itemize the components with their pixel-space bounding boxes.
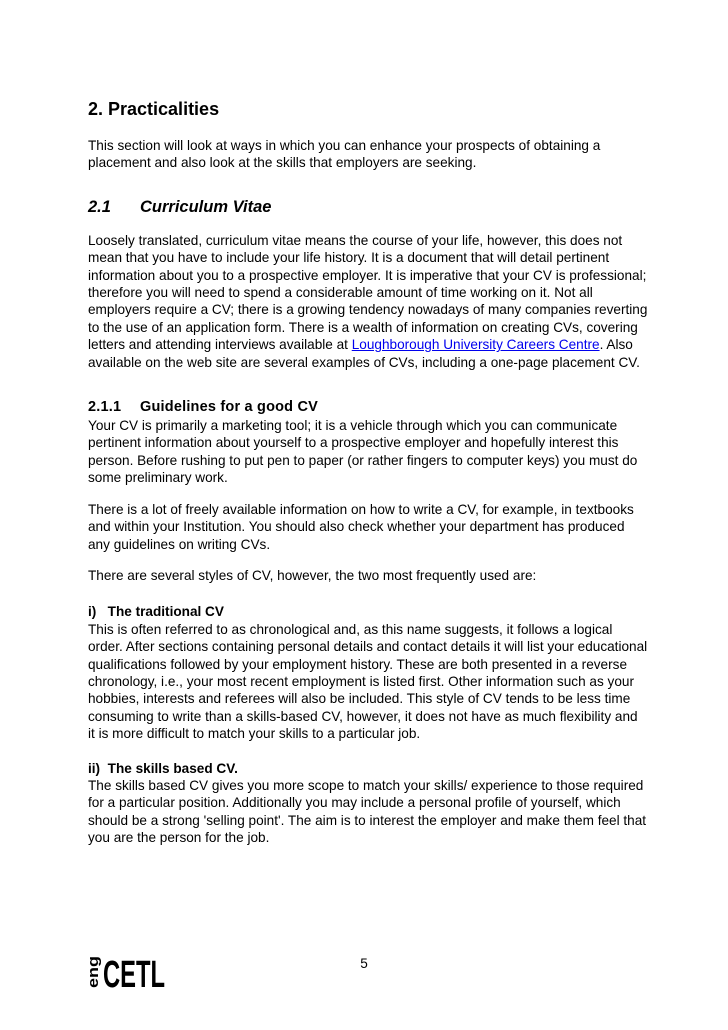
guidelines-paragraph-3: There are several styles of CV, however, the two most frequently used are: [88,567,537,583]
cv-heading-number: 2.1 [88,197,111,216]
guidelines-heading [88,398,648,416]
guidelines-paragraph-2: There is a lot of freely available information on how to write a CV, for example, in textbooks and within your Institution. You should also check whether your department has produced any guidelines on writing CVs. [88,501,634,552]
page-content [88,98,648,847]
logo-cetl-text: CETL [103,954,165,996]
guidelines-paragraph-1: Your CV is primarily a marketing tool; it is a vehicle through which you can communicate pertinent information about yourself to a prospective employer and hopefully interest this person. Before rushing to put pen to paper (or rather fingers to computer keys) you must do some preliminary work. [88,418,638,486]
cv-paragraph-text-end: . Also available on the web site are several examples of CVs, including a one-page placement CV. [88,337,640,370]
guidelines-heading-number: 2.1.1 [88,399,122,416]
intro-paragraph: This section will look at ways in which you can enhance your prospects of obtaining a placement and also look at the skills that employers are seeking. [88,138,601,171]
skills-cv-body: The skills based CV gives you more scope to match your skills/ experience to those required for a particular position. Additionally you may include a personal profile of yourself, which should be a strong 'selling point'. The aim is to interest the employer and make them feel that you are the person for the job. [88,777,647,846]
engcetl-logo [84,954,166,996]
cv-heading-title: Curriculum Vitae [140,197,272,216]
traditional-cv-body: This is often referred to as chronological and, as this name suggests, it follows a logical order. After sections containing personal details and contact details it will list your educational qualifications followed by your employment history. These are both presented in a reverse chronology, i.e., your most recent employment is listed first. Other information such as your hobbies, interests and referees will also be included. This style of CV tends to be less time consuming to write than a skills-based CV, however, it does not have as much flexibility and it is more difficult to match your skills to a particular job. [88,621,648,742]
cv-paragraph-text: Loosely translated, curriculum vitae means the course of your life, however, this does not mean that you have to include your life history. It is a document that will detail pertinent information about you to a prospective employer. It is imperative that your CV is professional; therefore you will need to spend a considerable amount of time working on it. Not all employers require a CV; there is a growing tendency nowadays of many companies reverting to the use of an application form. There is a wealth of information on creating CVs, covering letters and attending interviews available at [88,232,648,353]
cv-heading [88,197,648,217]
cv-paragraph [88,232,648,371]
careers-centre-link[interactable]: Loughborough University Careers Centre [351,337,600,353]
section-title: 2. Practicalities [88,99,220,119]
logo-eng-text: eng [85,961,102,988]
guidelines-heading-title: Guidelines for a good CV [140,399,319,416]
skills-cv-heading: ii) The skills based CV. [88,760,238,776]
traditional-cv-heading: i) The traditional CV [88,604,224,620]
page-number: 5 [360,956,368,971]
